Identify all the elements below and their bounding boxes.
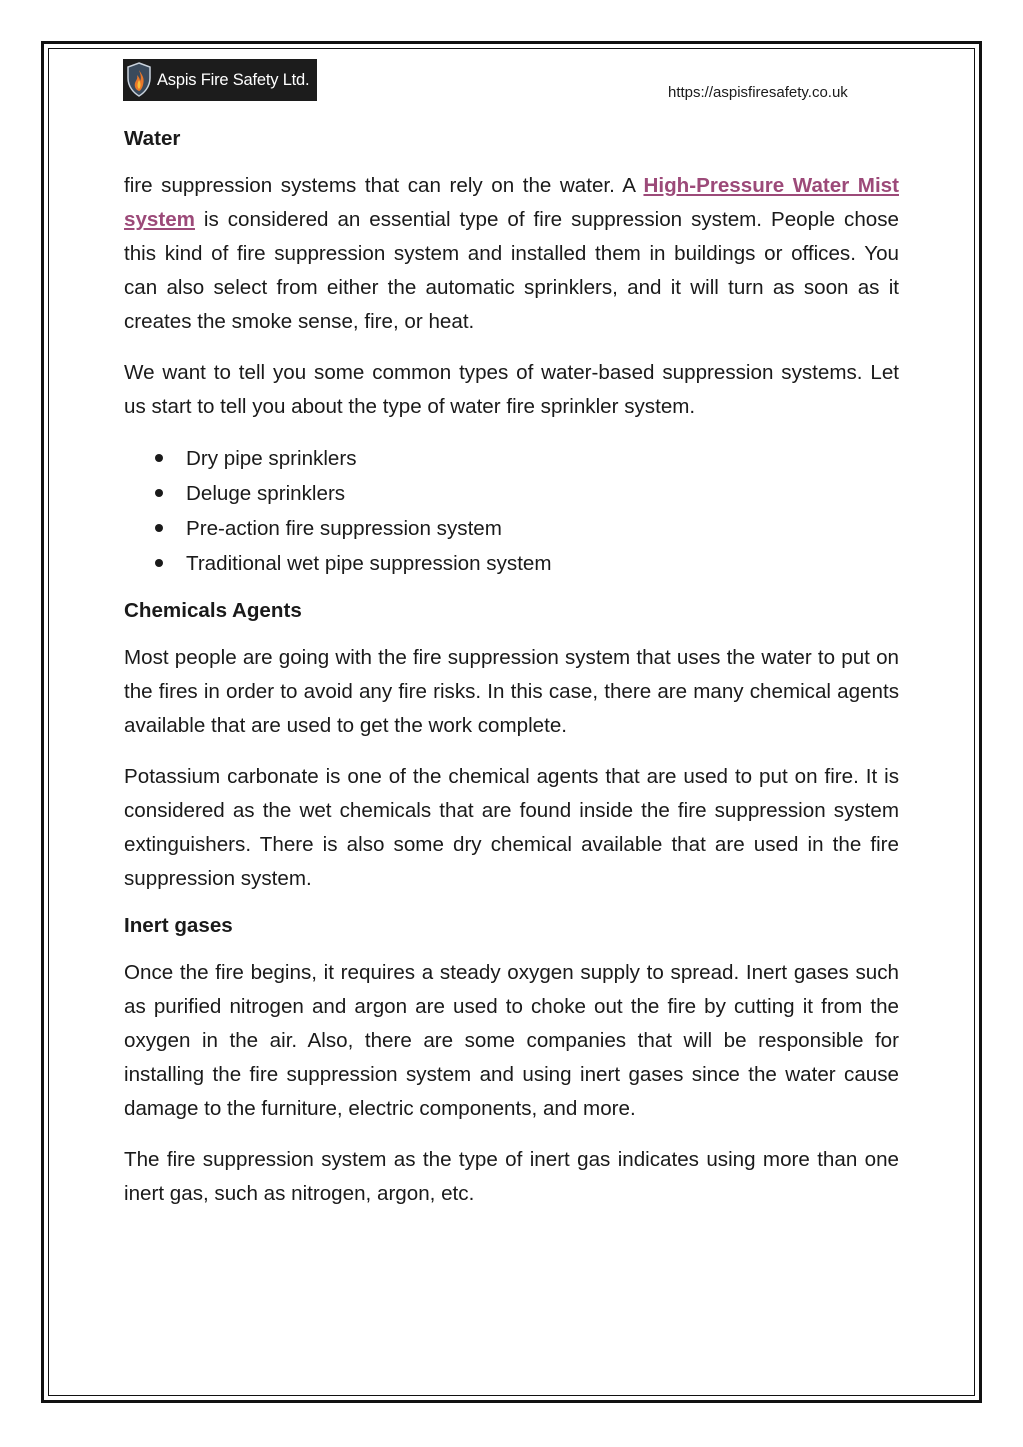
water-paragraph-2: We want to tell you some common types of water-based suppression systems. Let us start to tell you about the type of water fire sprinkler system. xyxy=(124,361,899,418)
inert-paragraph-1: Once the fire begins, it requires a steady oxygen supply to spread. Inert gases such as purified nitrogen and argon are used to choke out the fire by cutting it from the oxygen in the air. Also, there are some companies that will be responsible for installing the fire suppression system and using inert gases since the water cause damage to the furniture, electric components, and more. xyxy=(124,961,899,1120)
shield-flame-icon xyxy=(126,62,152,98)
heading-inert-gases: Inert gases xyxy=(124,914,233,937)
bullet-icon xyxy=(155,524,163,532)
sprinkler-types-list xyxy=(124,441,899,581)
list-item xyxy=(124,476,899,511)
logo-text: Aspis Fire Safety Ltd. xyxy=(157,70,310,89)
list-item-label: Traditional wet pipe suppression system xyxy=(186,552,552,575)
heading-water: Water xyxy=(124,127,181,150)
site-url: https://aspisfiresafety.co.uk xyxy=(668,84,848,101)
list-item xyxy=(124,511,899,546)
document-body xyxy=(124,126,899,1211)
list-item-label: Deluge sprinklers xyxy=(186,482,346,505)
bullet-icon xyxy=(155,559,163,567)
chemicals-paragraph-1: Most people are going with the fire suppression system that uses the water to put on the fires in order to avoid any fire risks. In this case, there are many chemical agents available that are used to get the work complete. xyxy=(124,646,899,737)
bullet-icon xyxy=(155,489,163,497)
company-logo xyxy=(123,59,317,101)
list-item xyxy=(124,546,899,581)
water-paragraph-1 xyxy=(124,169,899,339)
list-item xyxy=(124,441,899,476)
water-p1-text-after: is considered an essential type of fire suppression system. People chose this kind of fire suppression system and installed them in buildings or offices. You can also select from either the automatic sprinklers, and it will turn as soon as it creates the smoke sense, fire, or heat. xyxy=(124,208,899,333)
inert-paragraph-2: The fire suppression system as the type of inert gas indicates using more than one inert gas, such as nitrogen, argon, etc. xyxy=(124,1148,899,1205)
list-item-label: Pre-action fire suppression system xyxy=(186,517,502,540)
high-pressure-water-mist-link[interactable]: High-Pressure Water Mist system xyxy=(124,174,899,231)
water-p1-text-before: fire suppression systems that can rely on the water. A xyxy=(124,174,644,197)
list-item-label: Dry pipe sprinklers xyxy=(186,447,357,470)
heading-chemicals-agents: Chemicals Agents xyxy=(124,599,302,622)
chemicals-paragraph-2: Potassium carbonate is one of the chemical agents that are used to put on fire. It is considered as the wet chemicals that are found inside the fire suppression system extinguishers. There is also some dry chemical available that are used in the fire suppression system. xyxy=(124,765,899,890)
bullet-icon xyxy=(155,454,163,462)
